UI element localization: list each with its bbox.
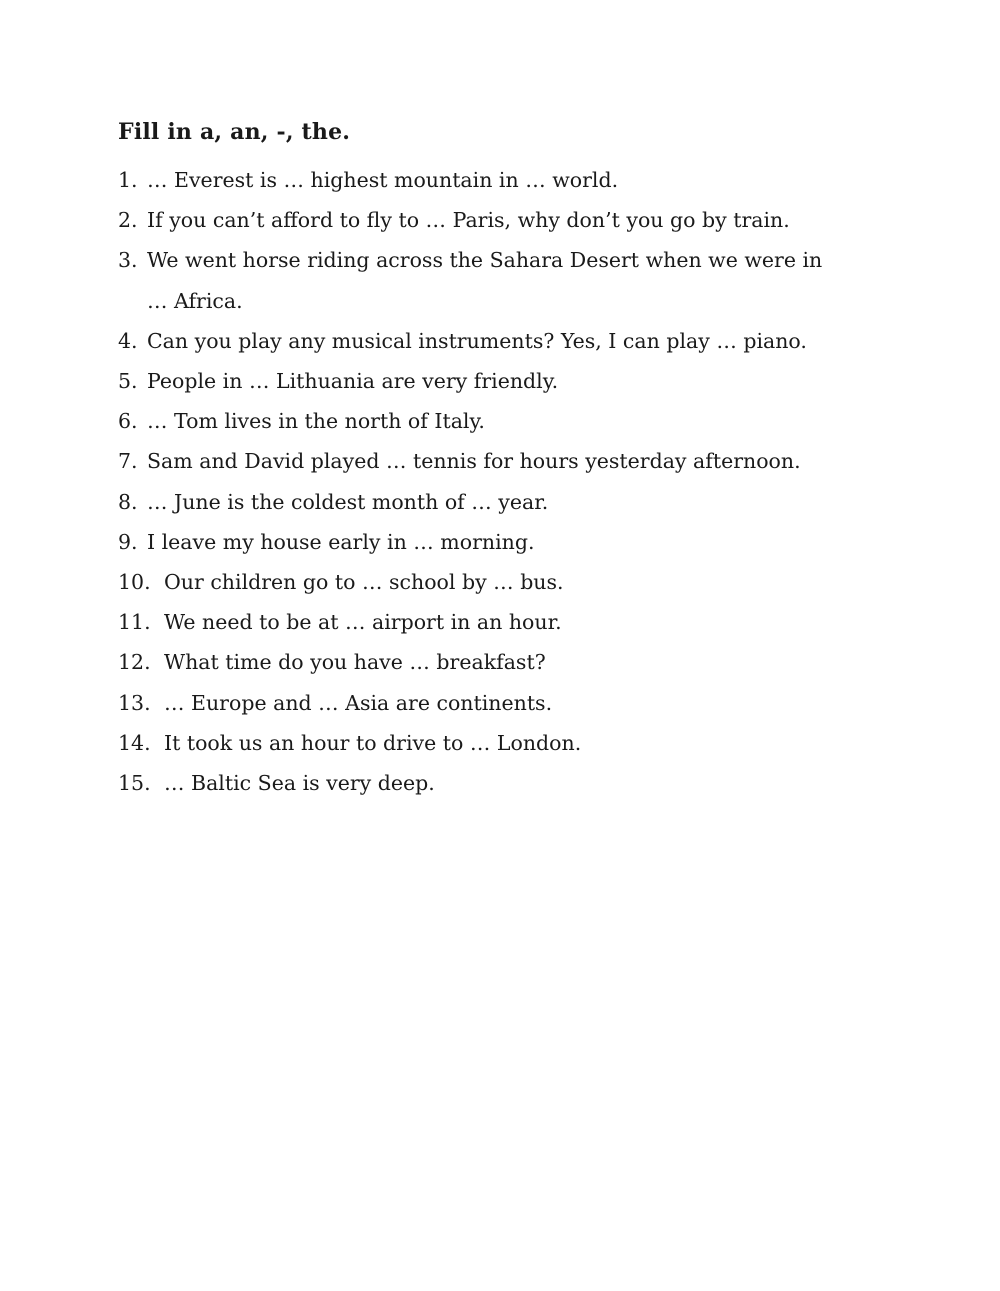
exercise-item-3 — [118, 240, 918, 280]
item-text: … Baltic Sea is very deep. — [164, 771, 435, 796]
item-text: If you can’t afford to fly to … Paris, why don’t you go by train. — [147, 208, 790, 233]
exercise-item-13 — [118, 683, 918, 723]
item-number: 11. — [118, 610, 151, 635]
exercise-item-11 — [118, 602, 918, 642]
item-number: 12. — [118, 650, 151, 675]
exercise-item-12 — [118, 642, 918, 682]
exercise-list — [118, 160, 918, 803]
exercise-item-2 — [118, 200, 918, 240]
item-number: 4. — [118, 328, 138, 353]
item-text: I leave my house early in … morning. — [147, 529, 535, 554]
exercise-item-9 — [118, 522, 918, 562]
item-number: 8. — [118, 489, 138, 514]
item-text: … June is the coldest month of … year. — [147, 489, 549, 514]
item-text: What time do you have … breakfast? — [164, 650, 546, 675]
exercise-item-3-continuation: … Africa. — [147, 288, 243, 313]
worksheet-title: Fill in a, an, -, the. — [118, 119, 351, 145]
item-number: 10. — [118, 570, 151, 595]
exercise-item-6 — [118, 401, 918, 441]
item-number: 14. — [118, 730, 151, 755]
item-number: 1. — [118, 168, 138, 192]
item-number: 9. — [118, 529, 138, 554]
item-number: 15. — [118, 771, 151, 796]
item-text: Sam and David played … tennis for hours yesterday afternoon. — [147, 449, 801, 474]
item-number: 5. — [118, 369, 138, 394]
item-text: Our children go to … school by … bus. — [164, 570, 564, 595]
item-number: 2. — [118, 208, 138, 233]
exercise-item-15 — [118, 763, 918, 803]
item-number: 13. — [118, 690, 151, 715]
exercise-item-1 — [118, 160, 918, 200]
item-text: … Europe and … Asia are continents. — [164, 690, 553, 715]
item-number: 7. — [118, 449, 138, 474]
exercise-item-5 — [118, 361, 918, 401]
exercise-item-7 — [118, 441, 918, 481]
item-text: … Tom lives in the north of Italy. — [147, 409, 485, 434]
item-text: Can you play any musical instruments? Yes, I can play … piano. — [147, 328, 807, 353]
item-text: We went horse riding across the Sahara Desert when we were in — [147, 248, 823, 273]
item-text: … Everest is … highest mountain in … world. — [147, 168, 619, 192]
exercise-item-4 — [118, 321, 918, 361]
item-text: People in … Lithuania are very friendly. — [147, 369, 559, 394]
item-text: It took us an hour to drive to … London. — [164, 730, 582, 755]
exercise-item-8 — [118, 482, 918, 522]
exercise-item-14 — [118, 723, 918, 763]
item-number: 6. — [118, 409, 138, 434]
item-text: We need to be at … airport in an hour. — [164, 610, 562, 635]
exercise-item-10 — [118, 562, 918, 602]
item-number: 3. — [118, 248, 138, 273]
